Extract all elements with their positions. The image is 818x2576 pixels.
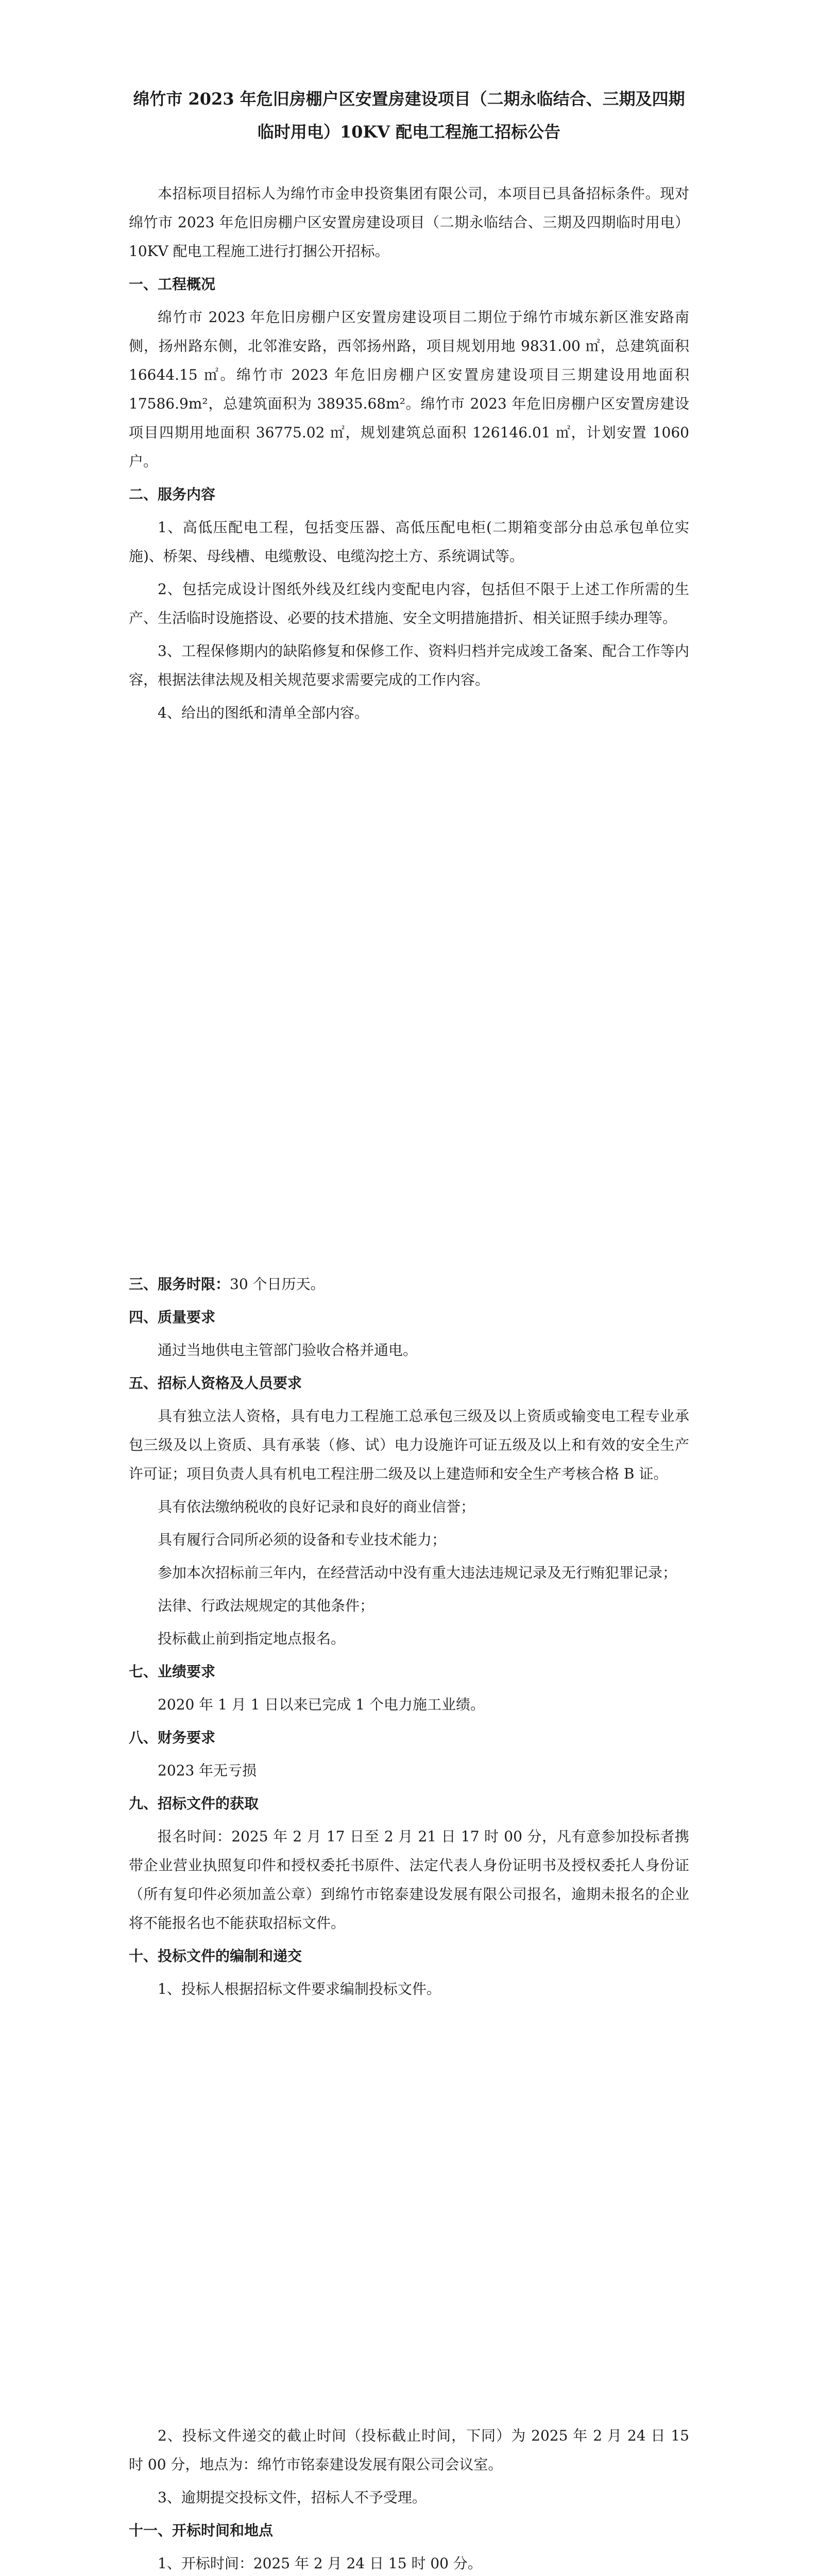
bid-preparation-item: 1、投标人根据招标文件要求编制投标文件。: [158, 1980, 441, 1997]
service-period-heading: 三、服务时限：: [129, 1276, 230, 1293]
document-title: 绵竹市 2023 年危旧房棚户区安置房建设项目（二期永临结合、三期及四期临时用电）10KV 配电工程施工招标公告: [133, 89, 685, 142]
service-item: 1、高低压配电工程，包括变压器、高低压配电柜(二期箱变部分由总承包单位实施)、桥架、母线槽、电缆敷设、电缆沟挖土方、系统调试等。: [129, 519, 689, 565]
opening-item: 1、开标时间：2025 年 2 月 24 日 15 时 00 分。: [158, 2555, 482, 2572]
document-page-2: [0, 1157, 818, 2313]
quality-text: 通过当地供电主管部门验收合格并通电。: [158, 1342, 418, 1359]
section-heading-bid-preparation: 十、投标文件的编制和递交: [129, 1947, 302, 1964]
finance-text: 2023 年无亏损: [158, 1762, 257, 1779]
section-heading-service-content: 二、服务内容: [129, 486, 216, 503]
qualification-item: 具有履行合同所必须的设备和专业技术能力；: [158, 1531, 447, 1548]
qualification-item: 具有依法缴纳税收的良好记录和良好的商业信誉；: [158, 1498, 475, 1515]
obtain-documents-text: 报名时间：2025 年 2 月 17 日至 2 月 21 日 17 时 00 分，凡有意参加投标者携带企业营业执照复印件和授权委托书原件、法定代表人身份证明书及授权委托人身份证（所有复印件必须加盖公章）到绵竹市铭泰建设发展有限公司报名，逾期未报名的企业将不能报名也不能获取招标文件。: [129, 1828, 689, 1931]
section-heading-finance: 八、财务要求: [129, 1729, 216, 1746]
qualification-item: 投标截止前到指定地点报名。: [158, 1630, 346, 1647]
qualification-item: 参加本次招标前三年内，在经营活动中没有重大违法违规记录及无行贿犯罪记录；: [158, 1564, 677, 1581]
service-period-value: 30 个日历天。: [230, 1276, 325, 1293]
service-item: 4、给出的图纸和清单全部内容。: [158, 704, 369, 721]
section-heading-project-overview: 一、工程概况: [129, 276, 216, 293]
bid-preparation-item: 3、逾期提交投标文件，招标人不予受理。: [158, 2489, 427, 2506]
qualification-item: 具有独立法人资格，具有电力工程施工总承包三级及以上资质或输变电工程专业承包三级及以上资质、具有承装（修、试）电力设施许可证五级及以上和有效的安全生产许可证；项目负责人具有机电工程注册二级及以上建造师和安全生产考核合格 B 证。: [129, 1408, 689, 1482]
qualification-item: 法律、行政法规规定的其他条件；: [158, 1597, 374, 1614]
bid-preparation-item: 2、投标文件递交的截止时间（投标截止时间，下同）为 2025 年 2 月 24 日 15 时 00 分，地点为：绵竹市铭泰建设发展有限公司会议室。: [129, 2427, 689, 2473]
document-page-3: [0, 2313, 818, 2576]
intro-paragraph: 本招标项目招标人为绵竹市金申投资集团有限公司，本项目已具备招标条件。现对绵竹市 2023 年危旧房棚户区安置房建设项目（二期永临结合、三期及四期临时用电）10KV 配电工程施工进行打捆公开招标。: [129, 185, 689, 260]
service-item: 2、包括完成设计图纸外线及红线内变配电内容，包括但不限于上述工作所需的生产、生活临时设施搭设、必要的技术措施、安全文明措施措折、相关证照手续办理等。: [129, 581, 689, 626]
performance-text: 2020 年 1 月 1 日以来已完成 1 个电力施工业绩。: [158, 1696, 485, 1713]
section-service-period: [129, 1270, 689, 1299]
section-heading-opening: 十一、开标时间和地点: [129, 2522, 274, 2539]
section-heading-obtain-documents: 九、招标文件的获取: [129, 1795, 259, 1812]
document-page-1: [0, 0, 818, 1157]
project-overview-text: 绵竹市 2023 年危旧房棚户区安置房建设项目二期位于绵竹市城东新区淮安路南侧，扬州路东侧，北邻淮安路，西邻扬州路，项目规划用地 9831.00 ㎡，总建筑面积 16644.15 ㎡。绵竹市 2023 年危旧房棚户区安置房建设项目三期建设用地面积 17586.9m²，总建筑面积为 38935.68m²。绵竹市 2023 年危旧房棚户区安置房建设项目四期用地面积 36775.02 ㎡，规划建筑总面积 126146.01 ㎡，计划安置 1060 户。: [129, 309, 689, 470]
section-heading-quality: 四、质量要求: [129, 1309, 216, 1326]
section-heading-performance: 七、业绩要求: [129, 1663, 216, 1680]
section-heading-qualification: 五、招标人资格及人员要求: [129, 1375, 302, 1392]
service-item: 3、工程保修期内的缺陷修复和保修工作、资料归档并完成竣工备案、配合工作等内容，根据法律法规及相关规范要求需要完成的工作内容。: [129, 642, 689, 688]
